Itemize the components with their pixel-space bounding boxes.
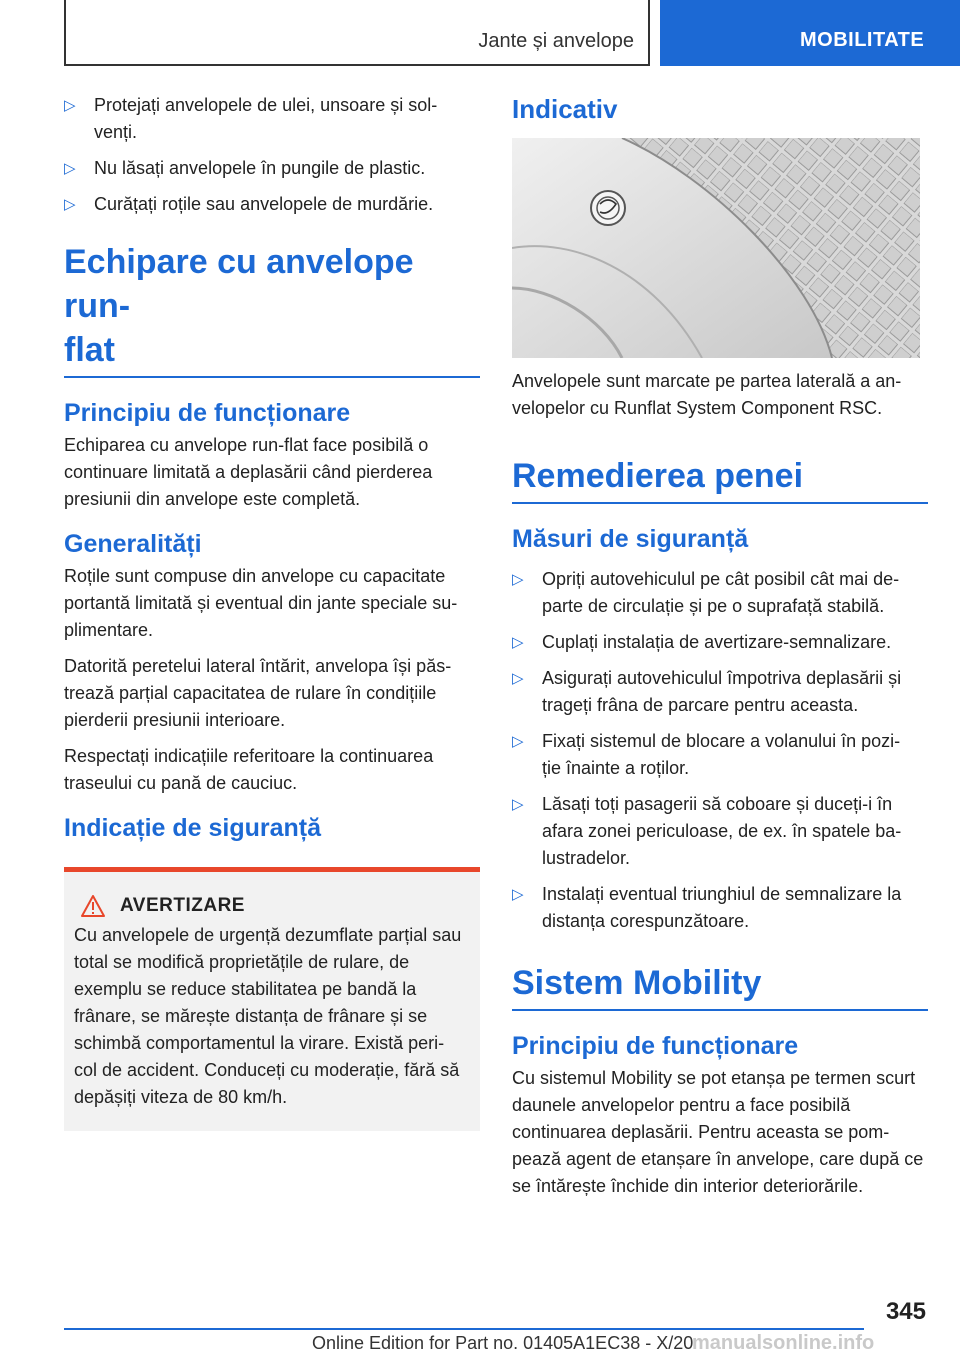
- list-item: ▷ Cuplați instalația de avertizare-semnalizare.: [512, 629, 928, 656]
- runflat-tire-image: [512, 138, 920, 358]
- edition-text: Online Edition for Part no. 01405A1EC38 - X/20: [312, 1333, 694, 1353]
- triangle-bullet-icon: ▷: [512, 634, 524, 651]
- general-paragraph: Datorită peretelui lateral întărit, anvelopa își păs- trează parțial capacitatea de rulare în condițiile pierderii presiunii interioare.: [64, 656, 452, 730]
- warning-text: Cu anvelopele de urgență dezumflate parțial sau total se modifică proprietățile de rulare, de exemplu se reduce stabilitatea pe bandă la frânare, se mărește distanța de frânare și se schimbă comportamentul la virare. Există peri- col de accident. Conduceți cu moderație, fără să depășiți viteza de 80 km/h.: [74, 925, 462, 1107]
- triangle-bullet-icon: ▷: [64, 97, 76, 114]
- header-tab-label: MOBILITATE: [800, 29, 925, 51]
- list-item: ▷ Nu lăsați anvelopele în pungile de plastic.: [64, 155, 480, 182]
- warning-title: AVERTIZARE: [120, 895, 245, 916]
- mobility-heading: Sistem Mobility: [512, 961, 928, 1011]
- list-item: ▷ Curățați roțile sau anvelopele de murdărie.: [64, 191, 480, 218]
- header-section-title: Jante și anvelope: [478, 30, 634, 52]
- warning-box: [64, 867, 480, 1131]
- header-frame: [64, 0, 650, 66]
- general-paragraph: Roțile sunt compuse din anvelope cu capacitate portantă limitată și eventual din jante speciale su- plimentare.: [64, 566, 458, 640]
- principle-heading: Principiu de funcționare: [64, 399, 351, 427]
- indicator-heading: Indicativ: [512, 94, 618, 124]
- list-item: ▷ Asigurați autovehiculul împotriva deplasării și trageți frâna de parcare pentru aceasta.: [512, 665, 928, 719]
- general-heading: Generalități: [64, 530, 202, 558]
- safety-bullet-list: [512, 566, 928, 935]
- list-item: ▷ Lăsați toți pasagerii să coboare și duceți-i în afara zonei periculoase, de ex. în spatele ba- lustradelor.: [512, 791, 928, 872]
- triangle-bullet-icon: ▷: [512, 796, 524, 813]
- page-number: 345: [885, 1298, 926, 1325]
- safety-measures-heading: Măsuri de siguranță: [512, 525, 749, 553]
- safety-heading: Indicație de siguranță: [64, 814, 322, 842]
- footer-divider: [64, 1328, 864, 1330]
- triangle-bullet-icon: ▷: [64, 160, 76, 177]
- right-column: [512, 92, 928, 1209]
- triangle-bullet-icon: ▷: [512, 670, 524, 687]
- runflat-heading: Echipare cu anvelope run- flat: [64, 240, 480, 378]
- principle-text: Echiparea cu anvelope run-flat face posibilă o continuare limitată a deplasării când pierderea presiunii din anvelope este completă.: [64, 435, 433, 509]
- list-item: ▷ Instalați eventual triunghiul de semnalizare la distanța corespunzătoare.: [512, 881, 928, 935]
- warning-triangle-icon: [80, 894, 106, 918]
- general-paragraph: Respectați indicațiile referitoare la continuarea traseului cu pană de cauciuc.: [64, 746, 434, 793]
- list-item: ▷ Opriți autovehiculul pe cât posibil cât mai de- parte de circulație și pe o suprafață stabilă.: [512, 566, 928, 620]
- triangle-bullet-icon: ▷: [64, 196, 76, 213]
- repair-heading: Remedierea penei: [512, 454, 928, 504]
- triangle-bullet-icon: ▷: [512, 571, 524, 588]
- list-item: ▷ Protejați anvelopele de ulei, unsoare și sol- venți.: [64, 92, 480, 146]
- triangle-bullet-icon: ▷: [512, 886, 524, 903]
- triangle-bullet-icon: ▷: [512, 733, 524, 750]
- warning-header: [74, 894, 470, 918]
- left-column: [64, 92, 480, 1131]
- list-item: ▷ Fixați sistemul de blocare a volanului în pozi- ție înainte a roților.: [512, 728, 928, 782]
- image-caption: Anvelopele sunt marcate pe partea laterală a an- velopelor cu Runflat System Component RSC.: [512, 371, 902, 418]
- header-tab-mobilitate[interactable]: [660, 0, 960, 66]
- mobility-principle-heading: Principiu de funcționare: [512, 1032, 799, 1060]
- mobility-text: Cu sistemul Mobility se pot etanșa pe termen scurt daunele anvelopelor pentru a face posibilă continuarea deplasării. Pentru aceasta se pom- pează agent de etanșare în anvelope, care după ce se întărește închide din interior deteriorările.: [512, 1068, 924, 1196]
- intro-bullet-list: [64, 92, 480, 218]
- watermark: manualsonline.info: [692, 1332, 875, 1354]
